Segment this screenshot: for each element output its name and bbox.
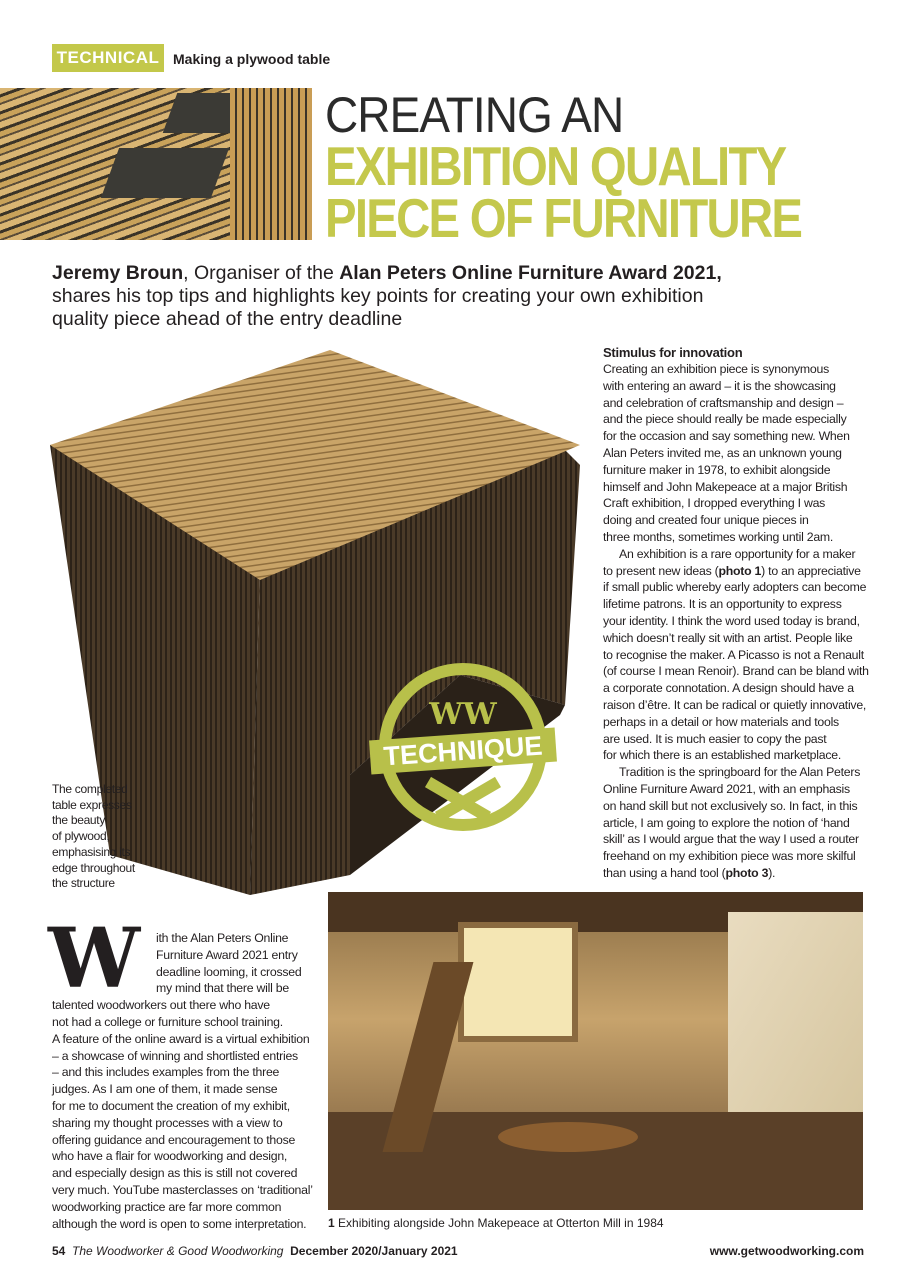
text-line: lifetime patrons. It is an opportunity to express [603, 597, 842, 612]
section-title: Making a plywood table [173, 51, 331, 67]
text: to present new ideas ( [603, 563, 719, 578]
text-line: to recognise the maker. A Picasso is not a Renault [603, 647, 864, 662]
text-line: freehand on my exhibition piece was more skilful [603, 849, 856, 864]
text-line: and celebration of craftsmanship and design – [603, 395, 844, 410]
right-column-text [603, 344, 869, 882]
text-line: a corporate connotation. A design should have a [603, 681, 854, 696]
text-line: deadline looming, it crossed [156, 964, 302, 979]
text-line: although the word is open to some interpretation. [52, 1216, 307, 1231]
subheading: Stimulus for innovation [603, 345, 743, 360]
stamp-technique: TECHNIQUE [382, 730, 544, 772]
caption-line: the structure [52, 876, 115, 891]
caption-line: The completed [52, 782, 128, 796]
standfirst-text: quality piece ahead of the entry deadline [52, 308, 403, 330]
text-line: woodworking practice are far more common [52, 1199, 282, 1214]
issue-date: December 2020/January 2021 [290, 1244, 458, 1258]
stamp-ww: WW [429, 697, 497, 732]
text-line: not had a college or furniture school training. [52, 1014, 283, 1029]
table-photo-caption [52, 782, 135, 892]
photo-number: 1 [328, 1216, 335, 1230]
text-line: ith the Alan Peters Online [156, 931, 289, 945]
text-line [603, 865, 869, 882]
text-line: Alan Peters invited me, as an unknown young [603, 445, 842, 460]
text-line: with entering an award – it is the showcasing [603, 378, 836, 393]
text-line: raison d’être. It can be radical or quietly innovative, [603, 697, 867, 712]
text-line: – a showcase of winning and shortlisted entries [52, 1048, 298, 1063]
text-line: my mind that there will be [156, 981, 289, 996]
photo-ref: photo 3 [725, 865, 769, 880]
paragraph-3 [603, 764, 869, 865]
drop-cap: W [48, 911, 141, 1007]
ww-technique-stamp [368, 662, 558, 832]
text-line: for which there is an established marketplace. [603, 748, 841, 763]
text-line: if small public whereby early adopters can become [603, 580, 867, 595]
award-name: Alan Peters Online Furniture Award 2021, [339, 262, 722, 284]
text-line: are used. It is much easier to copy the past [603, 731, 827, 746]
text-line: and especially design as this is still not covered [52, 1166, 298, 1181]
standfirst-text: , Organiser of the [183, 262, 340, 284]
text-line: Furniture Award 2021 entry [156, 947, 298, 962]
page-footer [52, 1244, 864, 1258]
photo-ref: photo 1 [718, 563, 762, 578]
text-line: talented woodworkers out there who have [52, 998, 270, 1013]
standfirst-text: shares his top tips and highlights key points for creating your own exhibition [52, 285, 704, 307]
text-line: (of course I mean Renoir). Brand can be bland with [603, 664, 869, 679]
author-name: Jeremy Broun [52, 262, 184, 284]
caption-line: of plywood, [52, 829, 110, 844]
text-line: article, I am going to explore the notion of ‘hand [603, 815, 850, 830]
text-line: himself and John Makepeace at a major British [603, 479, 848, 494]
text-line: which doesn’t really sit with an artist. People like [603, 630, 853, 645]
text-line: and the piece should really be made especially [603, 412, 847, 427]
text-line: Online Furniture Award 2021, with an emphasis [603, 781, 850, 796]
text-line: on hand skill but not exclusively so. In fact, in this [603, 798, 858, 813]
headline-line-1: CREATING AN [325, 87, 624, 143]
text-line [603, 563, 869, 580]
text-line: An exhibition is a rare opportunity for a maker [619, 546, 856, 561]
text-line: your identity. I think the word used today is brand, [603, 613, 860, 628]
intro-text [52, 930, 313, 1232]
text-line: perhaps in a detail or how materials and tools [603, 714, 839, 729]
text-line: who have a flair for woodworking and design, [52, 1149, 288, 1164]
caption-line: the beauty [52, 813, 106, 828]
text-line: Craft exhibition, I dropped everything I was [603, 496, 826, 511]
text-line: A feature of the online award is a virtual exhibition [52, 1031, 310, 1046]
caption-line: table expresses [52, 797, 132, 812]
caption-text: Exhibiting alongside John Makepeace at Otterton Mill in 1984 [334, 1216, 664, 1230]
caption-line: emphasising its [52, 844, 131, 859]
text: ). [768, 865, 776, 880]
text-line: offering guidance and encouragement to those [52, 1132, 296, 1147]
text-line: sharing my thought processes with a view to [52, 1115, 283, 1130]
text-line: Creating an exhibition piece is synonymous [603, 362, 830, 376]
text-line: very much. YouTube masterclasses on ‘traditional’ [52, 1182, 313, 1197]
plywood-detail-photo [0, 88, 312, 240]
text-line: Tradition is the springboard for the Alan Peters [619, 765, 861, 780]
section-badge: TECHNICAL [52, 44, 164, 72]
text-line: – and this includes examples from the three [52, 1065, 280, 1080]
otterton-mill-photo [328, 892, 863, 1210]
page-number: 54 [52, 1244, 66, 1258]
standfirst [52, 262, 852, 331]
text: ) to an appreciative [761, 563, 861, 578]
text-line: furniture maker in 1978, to exhibit alongside [603, 462, 831, 477]
headline-line-2: EXHIBITION QUALITY [325, 135, 786, 197]
text-line: three months, sometimes working until 2am. [603, 529, 834, 544]
text-line: doing and created four unique pieces in [603, 513, 809, 528]
text-line: for me to document the creation of my exhibit, [52, 1098, 290, 1113]
caption-line: edge throughout [52, 860, 135, 875]
paragraph-1 [603, 361, 869, 546]
website-url: www.getwoodworking.com [709, 1244, 864, 1258]
paragraph-2 [603, 579, 869, 764]
text-line: for the occasion and say something new. When [603, 429, 850, 444]
text-line: skill’ as I would argue that the way I used a router [603, 832, 859, 847]
photo-caption [328, 1216, 664, 1230]
text: than using a hand tool ( [603, 865, 726, 880]
headline-line-3: PIECE OF FURNITURE [325, 187, 802, 249]
text-line: judges. As I am one of them, it made sense [52, 1082, 278, 1097]
magazine-name: The Woodworker & Good Woodworking [72, 1244, 284, 1258]
